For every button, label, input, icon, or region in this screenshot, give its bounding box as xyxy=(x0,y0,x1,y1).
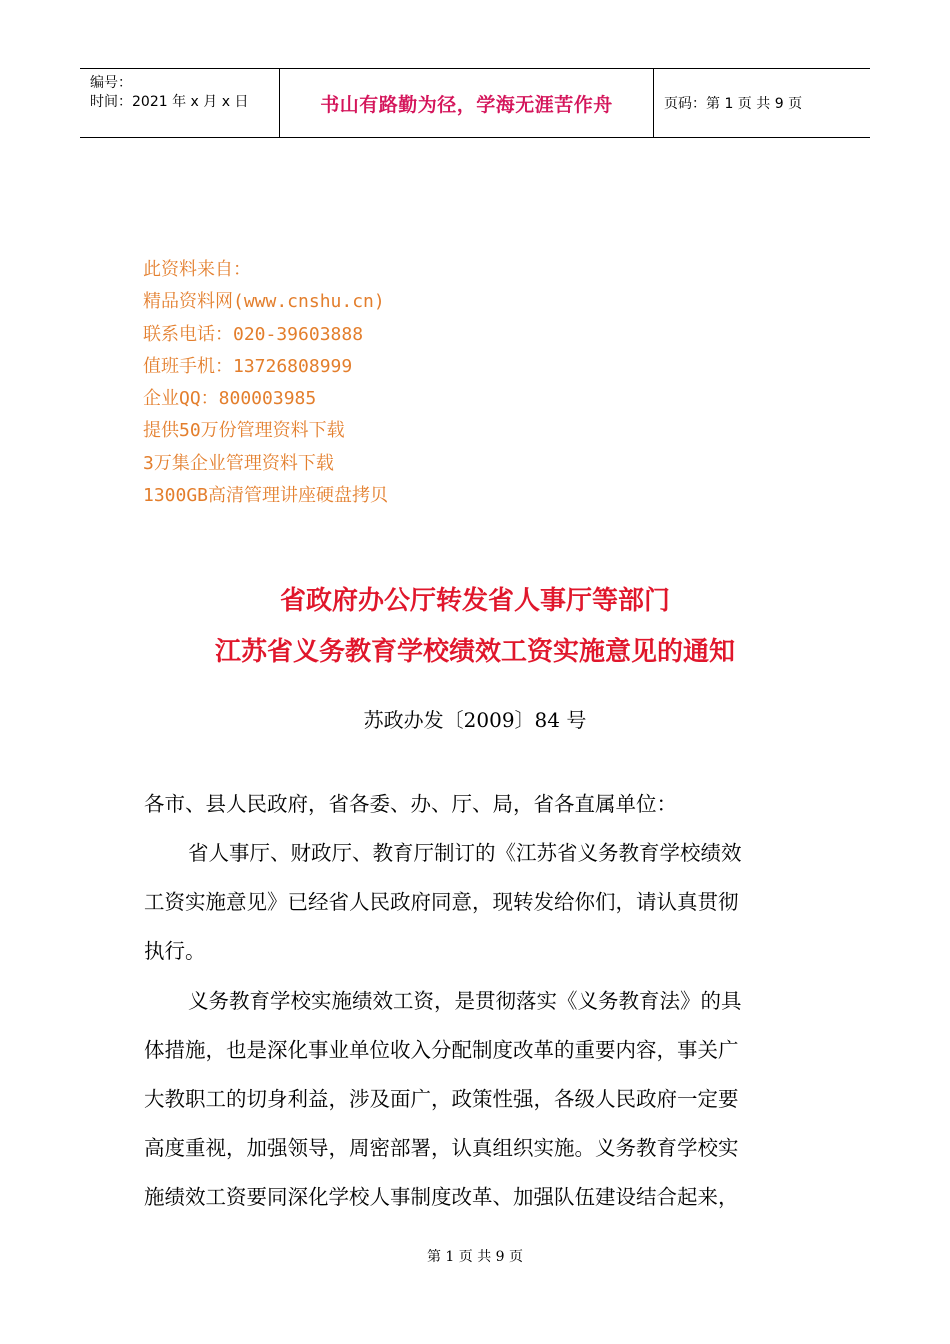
doc-title-line1: 省政府办公厅转发省人事厅等部门 xyxy=(279,586,670,616)
addressee xyxy=(144,780,794,829)
header-meta-cell xyxy=(80,69,280,137)
paragraph-line: 工资实施意见》已经省人民政府同意，现转发给你们，请认真贯彻 xyxy=(144,890,739,914)
paragraph-line: 大教职工的切身利益，涉及面广，政策性强，各级人民政府一定要 xyxy=(144,1087,739,1111)
page-info: 页码：第 1 页 共 9 页 xyxy=(664,96,803,112)
ad-line: 提供50万份管理资料下载 xyxy=(143,420,345,442)
ad-block xyxy=(143,254,388,512)
paragraph-line: 执行。 xyxy=(144,939,206,963)
number-label: 编号： xyxy=(90,75,132,91)
paragraph-1 xyxy=(144,829,794,976)
doc-title-line2: 江苏省义务教育学校绩效工资实施意见的通知 xyxy=(214,637,735,667)
paragraph-2 xyxy=(144,977,794,1222)
paragraph-line: 施绩效工资要同深化学校人事制度改革、加强队伍建设结合起来， xyxy=(144,1185,739,1209)
paragraph-line: 高度重视，加强领导，周密部署，认真组织实施。义务教育学校实 xyxy=(144,1136,739,1160)
ad-line: 企业QQ：800003985 xyxy=(143,388,317,410)
addressee-line: 各市、县人民政府，省各委、办、厅、局，省各直属单位： xyxy=(144,792,677,816)
ad-line: 1300GB高清管理讲座硬盘拷贝 xyxy=(143,485,389,507)
ad-line: 此资料来自： xyxy=(143,259,251,280)
ad-line: 3万集企业管理资料下载 xyxy=(143,452,334,474)
paragraph-line: 体措施，也是深化事业单位收入分配制度改革的重要内容，事关广 xyxy=(144,1038,739,1062)
footer-page-number: 第 1 页 共 9 页 xyxy=(426,1249,524,1265)
ad-line: 联系电话：020-39603888 xyxy=(143,323,364,345)
paragraph-line: 义务教育学校实施绩效工资，是贯彻落实《义务教育法》的具 xyxy=(188,989,742,1013)
ad-line: 精品资料网(www.cnshu.cn) xyxy=(143,291,385,313)
header-table xyxy=(80,68,870,138)
ad-line: 值班手机：13726808999 xyxy=(143,355,353,377)
doc-number: 苏政办发〔2009〕84 号 xyxy=(363,708,587,732)
motto: 书山有路勤为径，学海无涯苦作舟 xyxy=(280,69,654,137)
time-label: 时间：2021 年 x 月 x 日 xyxy=(90,94,249,110)
paragraph-line: 省人事厅、财政厅、教育厅制订的《江苏省义务教育学校绩效 xyxy=(188,841,742,865)
